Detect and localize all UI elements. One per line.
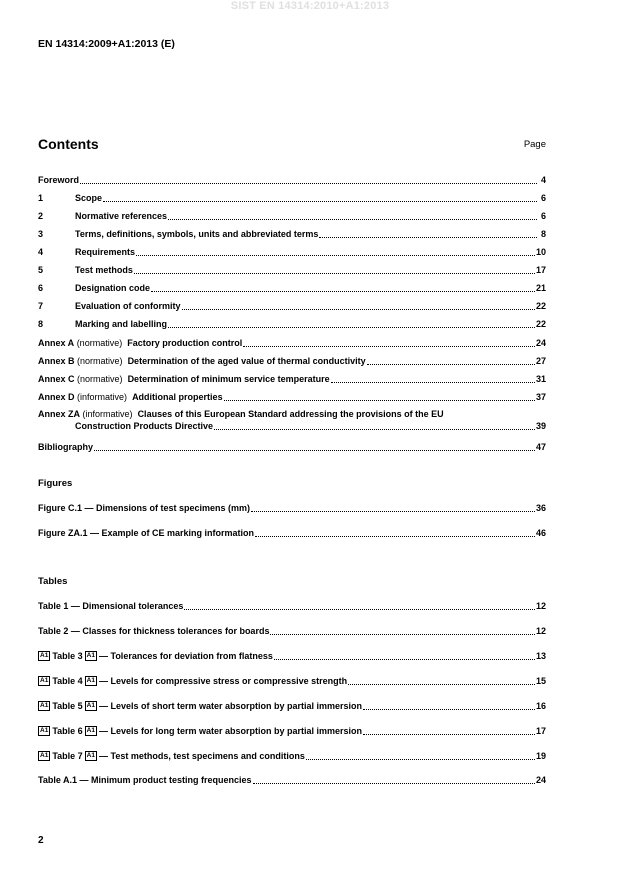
toc-entry-normative-references[interactable] bbox=[38, 210, 546, 222]
table-page: 12 bbox=[535, 626, 546, 636]
table-label: Table 4 bbox=[52, 676, 83, 686]
toc-entry-page: 37 bbox=[535, 392, 546, 402]
toc-entry-annex-a[interactable] bbox=[38, 337, 546, 349]
leader-dots bbox=[306, 759, 535, 760]
toc-entry-evaluation[interactable] bbox=[38, 300, 546, 312]
amendment-end-icon: A1 bbox=[86, 702, 95, 709]
annex-prefix: Annex ZA bbox=[38, 409, 81, 419]
toc-entry-page: 31 bbox=[535, 374, 546, 384]
toc-entry-title: Bibliography bbox=[38, 442, 94, 452]
toc-entry-number: 5 bbox=[38, 265, 44, 275]
annex-prefix: Annex C bbox=[38, 374, 75, 384]
table-title: — Test methods, test specimens and conditions bbox=[98, 751, 305, 761]
annex-type: (normative) bbox=[76, 338, 123, 348]
toc-entry-title: Test methods bbox=[75, 265, 133, 275]
toc-entry-page: 39 bbox=[535, 421, 546, 431]
toc-entry-number: 4 bbox=[38, 247, 44, 257]
table-entry[interactable] bbox=[38, 750, 546, 762]
toc-entry-number: 8 bbox=[38, 319, 44, 329]
table-page: 16 bbox=[535, 701, 546, 711]
table-title: — Dimensional tolerances bbox=[70, 601, 184, 611]
figure-page: 36 bbox=[535, 503, 546, 513]
toc-entry-title: Marking and labelling bbox=[75, 319, 168, 329]
table-title: — Tolerances for deviation from flatness bbox=[98, 651, 273, 661]
leader-dots bbox=[363, 709, 535, 710]
table-label: Table 7 bbox=[52, 751, 83, 761]
contents-title: Contents bbox=[38, 136, 99, 152]
watermark: SIST EN 14314:2010+A1:2013 bbox=[230, 0, 390, 12]
amendment-start-icon: A1 bbox=[40, 752, 49, 759]
annex-title-line2: Construction Products Directive bbox=[75, 421, 214, 431]
table-page: 13 bbox=[535, 651, 546, 661]
toc-entry-page: 6 bbox=[540, 211, 546, 221]
toc-entry-title: Foreword bbox=[38, 175, 80, 185]
leader-dots bbox=[243, 346, 535, 347]
toc-entry-title: Evaluation of conformity bbox=[75, 301, 181, 311]
toc-entry-title: Normative references bbox=[75, 211, 168, 221]
figure-entry[interactable] bbox=[38, 502, 546, 514]
amendment-end-icon: A1 bbox=[86, 677, 95, 684]
document-id: EN 14314:2009+A1:2013 (E) bbox=[38, 38, 175, 50]
leader-dots bbox=[253, 783, 535, 784]
toc-entry-scope[interactable] bbox=[38, 192, 546, 204]
table-page: 17 bbox=[535, 726, 546, 736]
leader-dots bbox=[214, 429, 535, 430]
table-page: 12 bbox=[535, 601, 546, 611]
leader-dots bbox=[136, 255, 535, 256]
annex-title: Factory production control bbox=[127, 338, 243, 348]
leader-dots bbox=[331, 382, 535, 383]
tables-heading: Tables bbox=[38, 576, 68, 587]
page-number: 2 bbox=[38, 835, 44, 846]
leader-dots bbox=[363, 734, 535, 735]
leader-dots bbox=[251, 511, 535, 512]
table-entry[interactable] bbox=[38, 675, 546, 687]
leader-dots bbox=[80, 183, 537, 184]
table-label: Table 6 bbox=[52, 726, 83, 736]
annex-type: (informative) bbox=[77, 392, 128, 402]
table-entry[interactable] bbox=[38, 725, 546, 737]
toc-entry-page: 24 bbox=[535, 338, 546, 348]
table-title: — Levels for long term water absorption by partial immersion bbox=[98, 726, 363, 736]
amendment-start-icon: A1 bbox=[40, 677, 49, 684]
toc-entry-marking[interactable] bbox=[38, 318, 546, 330]
figure-page: 46 bbox=[535, 528, 546, 538]
toc-entry-page: 4 bbox=[540, 175, 546, 185]
leader-dots bbox=[319, 237, 537, 238]
annex-title: Determination of minimum service temperature bbox=[127, 374, 330, 384]
table-label: Table 1 bbox=[38, 601, 69, 611]
table-title: — Levels for compressive stress or compressive strength bbox=[98, 676, 348, 686]
amendment-end-icon: A1 bbox=[86, 727, 95, 734]
toc-entry-test-methods[interactable] bbox=[38, 264, 546, 276]
amendment-end-icon: A1 bbox=[86, 752, 95, 759]
table-label: Table 5 bbox=[52, 701, 83, 711]
toc-entry-foreword[interactable] bbox=[38, 174, 546, 186]
toc-entry-page: 22 bbox=[535, 319, 546, 329]
table-page: 19 bbox=[535, 751, 546, 761]
toc-entry-number: 7 bbox=[38, 301, 44, 311]
annex-prefix: Annex A bbox=[38, 338, 75, 348]
toc-entry-designation-code[interactable] bbox=[38, 282, 546, 294]
annex-prefix: Annex B bbox=[38, 356, 75, 366]
figure-entry[interactable] bbox=[38, 527, 546, 539]
table-label: Table 2 bbox=[38, 626, 69, 636]
toc-entry-number: 1 bbox=[38, 193, 44, 203]
toc-entry-number: 2 bbox=[38, 211, 44, 221]
leader-dots bbox=[94, 450, 535, 451]
table-entry[interactable] bbox=[38, 700, 546, 712]
annex-title-line1: Clauses of this European Standard addressing the provisions of the EU bbox=[137, 409, 444, 419]
leader-dots bbox=[274, 659, 535, 660]
toc-entry-page: 47 bbox=[535, 442, 546, 452]
table-entry[interactable] bbox=[38, 625, 546, 637]
figure-title: Figure C.1 — Dimensions of test specimens (mm) bbox=[38, 503, 251, 513]
leader-dots bbox=[103, 201, 537, 202]
figures-heading: Figures bbox=[38, 478, 73, 489]
page-column-label: Page bbox=[523, 139, 546, 150]
toc-entry-annex-za[interactable] bbox=[38, 408, 546, 432]
toc-entry-annex-b[interactable] bbox=[38, 355, 546, 367]
annex-prefix: Annex D bbox=[38, 392, 75, 402]
toc-entry-requirements[interactable] bbox=[38, 246, 546, 258]
table-label: Table 3 bbox=[52, 651, 83, 661]
leader-dots bbox=[134, 273, 535, 274]
leader-dots bbox=[168, 219, 537, 220]
amendment-start-icon: A1 bbox=[40, 727, 49, 734]
table-entry[interactable] bbox=[38, 600, 546, 612]
toc-entry-page: 22 bbox=[535, 301, 546, 311]
toc-entry-page: 17 bbox=[535, 265, 546, 275]
toc-entry-page: 6 bbox=[540, 193, 546, 203]
leader-dots bbox=[184, 609, 535, 610]
toc-entry-title: Requirements bbox=[75, 247, 136, 257]
toc-entry-title: Terms, definitions, symbols, units and abbreviated terms bbox=[75, 229, 319, 239]
table-page: 15 bbox=[535, 676, 546, 686]
leader-dots bbox=[270, 634, 535, 635]
table-entry[interactable] bbox=[38, 774, 546, 786]
amendment-start-icon: A1 bbox=[40, 652, 49, 659]
toc-entry-number: 6 bbox=[38, 283, 44, 293]
leader-dots bbox=[182, 309, 535, 310]
annex-type: (normative) bbox=[77, 356, 123, 366]
toc-entry-annex-d[interactable] bbox=[38, 391, 546, 403]
toc-entry-bibliography[interactable] bbox=[38, 441, 546, 453]
amendment-start-icon: A1 bbox=[40, 702, 49, 709]
table-page: 24 bbox=[535, 775, 546, 785]
leader-dots bbox=[348, 684, 535, 685]
leader-dots bbox=[255, 536, 535, 537]
figure-title: Figure ZA.1 — Example of CE marking information bbox=[38, 528, 255, 538]
table-entry[interactable] bbox=[38, 650, 546, 662]
toc-entry-page: 10 bbox=[535, 247, 546, 257]
annex-type: (normative) bbox=[77, 374, 123, 384]
toc-entry-page: 8 bbox=[540, 229, 546, 239]
table-label: Table A.1 bbox=[38, 775, 78, 785]
table-title: — Minimum product testing frequencies bbox=[79, 775, 252, 785]
toc-entry-terms[interactable] bbox=[38, 228, 546, 240]
amendment-end-icon: A1 bbox=[86, 652, 95, 659]
table-title: — Classes for thickness tolerances for boards bbox=[70, 626, 270, 636]
annex-title: Determination of the aged value of thermal conductivity bbox=[127, 356, 366, 366]
toc-entry-title: Scope bbox=[75, 193, 103, 203]
toc-entry-page: 27 bbox=[535, 356, 546, 366]
leader-dots bbox=[367, 364, 535, 365]
toc-entry-annex-c[interactable] bbox=[38, 373, 546, 385]
toc-entry-number: 3 bbox=[38, 229, 44, 239]
toc-entry-title: Designation code bbox=[75, 283, 151, 293]
table-title: — Levels of short term water absorption by partial immersion bbox=[98, 701, 363, 711]
annex-type: (informative) bbox=[82, 409, 133, 419]
leader-dots bbox=[168, 327, 535, 328]
toc-entry-page: 21 bbox=[535, 283, 546, 293]
annex-title: Additional properties bbox=[132, 392, 223, 402]
leader-dots bbox=[224, 400, 535, 401]
leader-dots bbox=[151, 291, 535, 292]
